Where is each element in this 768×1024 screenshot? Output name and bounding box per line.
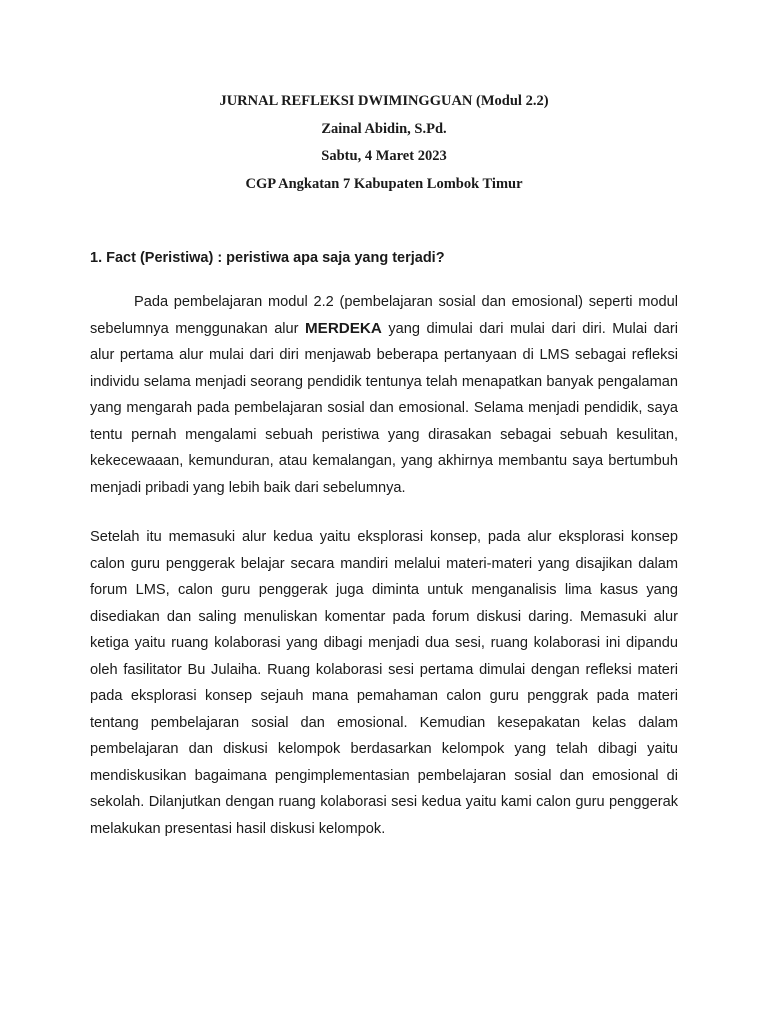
author-affiliation: CGP Angkatan 7 Kabupaten Lombok Timur: [245, 175, 523, 192]
highlight-merdeka: MERDEKA: [305, 319, 382, 337]
paragraph-2: Setelah itu memasuki alur kedua yaitu eksplorasi konsep, pada alur eksplorasi konsep calon guru penggerak belajar secara mandiri melalui materi-materi yang disajikan dalam forum LMS, calon guru penggerak juga diminta untuk menganalisis lima kasus yang disediakan dan saling menuliskan komentar pada forum diskusi daring. Memasuki alur ketiga yaitu ruang kolaborasi yang dibagi menjadi dua sesi, ruang kolaborasi ini dipandu oleh fasilitator Bu Julaiha. Ruang kolaborasi sesi pertama dimulai dengan refleksi materi pada eksplorasi konsep sejauh mana pemahaman calon guru penggrak pada materi tentang pembelajaran sosial dan emosional. Kemudian kesepakatan kelas dalam pembelajaran dan diskusi kelompok berdasarkan kelompok yang telah dibagi yaitu mendiskusikan bagaimana pengimplementasian pembelajaran sosial dan emosional di sekolah. Dilanjutkan dengan ruang kolaborasi sesi kedua yaitu kami calon guru penggerak melakukan presentasi hasil diskusi kelompok.: [90, 529, 678, 837]
document-title: JURNAL REFLEKSI DWIMINGGUAN (Modul 2.2): [219, 93, 549, 109]
section-heading: 1. Fact (Peristiwa) : peristiwa apa saja yang terjadi?: [90, 250, 445, 266]
document-date: Sabtu, 4 Maret 2023: [321, 148, 447, 164]
paragraph-1-start: Pada pembelajaran modul 2.2 (pembelajaran sosial dan emosional) seperti modul sebelumnya menggunakan alur: [90, 294, 678, 337]
author-name: Zainal Abidin, S.Pd.: [321, 120, 447, 137]
paragraph-1-rest: yang dimulai dari mulai dari diri. Mulai dari alur pertama alur mulai dari diri menjawab beberapa pertanyaan di LMS sebagai refleksi individu selama menjadi seorang pendidik tentunya telah menapatkan banyak pengalaman yang mengarah pada pembelajaran sosial dan emosional. Selama menjadi pendidik, saya tentu pernah mengalami sebuah peristiwa yang dirasakan sebagai sebuah kesulitan, kekecewaaan, kemunduran, atau kemalangan, yang akhirnya membantu saya bertumbuh menjadi pribadi yang lebih baik dari sebelumnya.: [90, 320, 678, 496]
paragraph-1: [90, 289, 678, 501]
document-header: [90, 88, 678, 198]
